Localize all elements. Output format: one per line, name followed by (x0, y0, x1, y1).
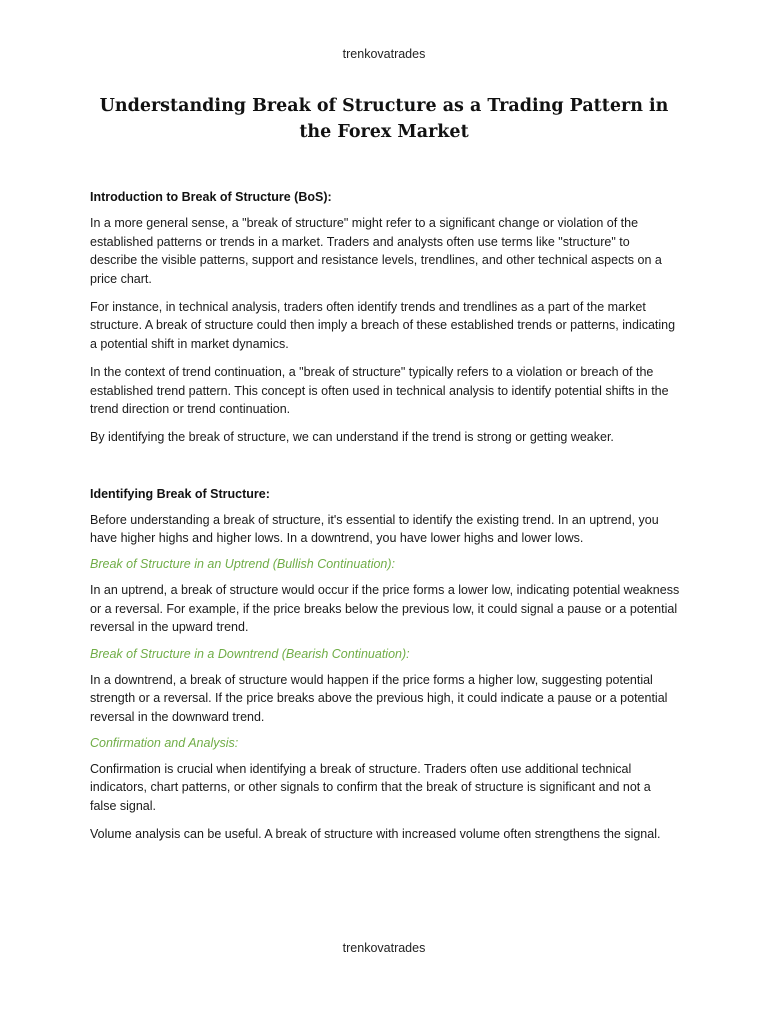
section-introduction (90, 190, 680, 447)
page-header: trenkovatrades (342, 47, 426, 61)
section-heading: Identifying Break of Structure: (90, 486, 270, 501)
paragraph: Before understanding a break of structure, it's essential to identify the existing trend. In an uptrend, you have higher highs and higher lows. In a downtrend, you have lower highs and lower lows. (90, 512, 659, 546)
page-footer: trenkovatrades (342, 941, 426, 955)
subheading-downtrend: Break of Structure in a Downtrend (Bearish Continuation): (90, 646, 410, 661)
document-title: Understanding Break of Structure as a Trading Pattern in the Forex Market (99, 96, 669, 142)
paragraph: In a downtrend, a break of structure would happen if the price forms a higher low, suggesting potential strength or a reversal. If the price breaks above the previous high, it could indicate a pause or a potential reversal in the downward trend. (90, 672, 668, 724)
subheading-confirmation: Confirmation and Analysis: (90, 735, 239, 750)
paragraph: In an uptrend, a break of structure would occur if the price forms a lower low, indicating potential weakness or a reversal. For example, if the price breaks below the previous low, it could signal a pause or a potential reversal in the upward trend. (90, 583, 680, 635)
paragraph: In a more general sense, a "break of structure" might refer to a significant change or violation of the established patterns or trends in a market. Traders and analysts often use terms like "structure" to describe the visible patterns, support and resistance levels, trendlines, and other technical aspects on a price chart. (90, 216, 662, 286)
paragraph: In the context of trend continuation, a "break of structure" typically refers to a violation or breach of the established trend pattern. This concept is often used in technical analysis to identify potential shifts in the trend direction or trend continuation. (90, 365, 669, 417)
section-identifying (90, 487, 680, 844)
section-spacer (90, 457, 680, 487)
paragraph: Volume analysis can be useful. A break of structure with increased volume often strengthens the signal. (90, 827, 661, 842)
document-body (90, 190, 680, 853)
paragraph: Confirmation is crucial when identifying a break of structure. Traders often use additional technical indicators, chart patterns, or other signals to confirm that the break of structure is significant and not a false signal. (90, 761, 651, 813)
paragraph: For instance, in technical analysis, traders often identify trends and trendlines as a part of the market structure. A break of structure could then imply a breach of these established trends or patterns, indicating a potential shift in market dynamics. (90, 299, 676, 352)
section-heading: Introduction to Break of Structure (BoS): (90, 190, 332, 204)
subheading-uptrend: Break of Structure in an Uptrend (Bullish Continuation): (90, 557, 396, 572)
paragraph: By identifying the break of structure, we can understand if the trend is strong or getting weaker. (90, 430, 614, 445)
